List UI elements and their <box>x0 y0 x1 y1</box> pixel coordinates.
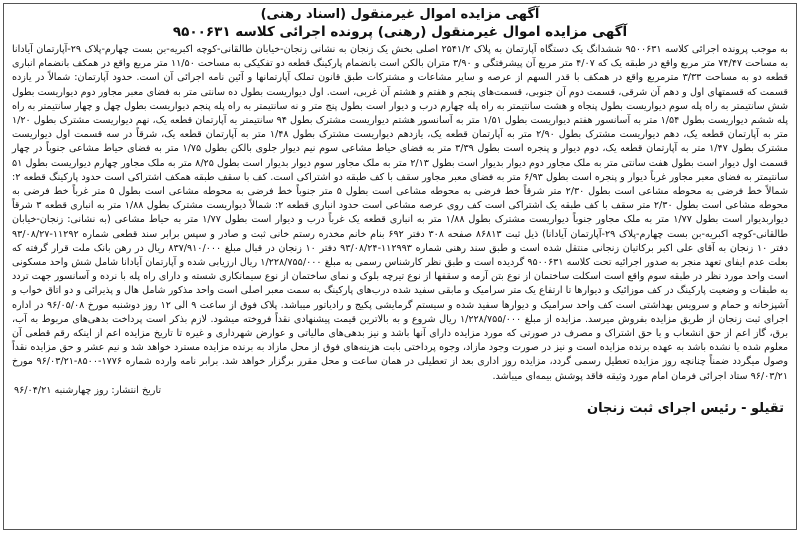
notice-title: آگهی مزایده اموال غیرمنقول (اسناد رهنی) <box>260 7 540 22</box>
notice-border <box>3 3 797 530</box>
notice-paragraph: به موجب پرونده اجرائی کلاسه ۹۵۰۰۶۳۱ ششدانگ یک دستگاه آپارتمان به پلاک ۲۵۴۱/۲ اصلی بخش یک زنجان به نشانی زنجان-خیابان طالقانی-کوچه اکبریه-بن بست چهارم-پلاک ۲۹-آپارتمان آیادانا به مساحت ۷۴/۴۷ متر مربع واقع در طبقه یک که ۴/۰۷ متر مربع آن پیشرفتگی و ۳/۹۰ متران بالکن است بانضمام پارکینگ قطعه دو تفکیکی به مساحت ۱۱/۵۰ متر مربع واقع در همکف بانضمام انباری قطعه دو به مساحت ۳/۳۳ مترمربع واقع در همکف با قدر السهم از عرصه و سایر مشاعات و مشترکات طبق قانون تملک آپارتمانها و آئین نامه اجرائی آن است. حدود آپارتمان: شمالاً در یازده قسمت که قسمتهای اول و دهم آن شرقی، قسمت دوم آن جنوبی، قسمت‌های پنجم و هفتم و هشتم آن غربی، است. اول دیواریست بطول ده سانتی متر به فضای معبر مجاور دوم دیواریست بطول شش سانتیمتر به راه پله سوم دیواریست بطول پنجاه و هشت سانتیمتر به راه پله چهارم درب و دیوار است بطول پنج متر و نه سانتیمتر به راه پله پنجم دیواریست بطول چهل و چهار سانتیمتر به راه پله ششم دیواریست بطول ۱/۵۴ متر به آسانسور هفتم دیواریست بطول ۱/۵۱ متر به آسانسور هشتم دیواریست مشترک بطول ۹۴ سانتیمتر به آپارتمان قطعه یک، نهم دیواریست مشترک بطول ۱/۲۰ متر به آپارتمان قطعه یک، دهم دیواریست مشترک بطول ۲/۹۰ متر به آپارتمان قطعه یک، یازدهم دیواریست مشترک بطول ۱/۴۸ متر به آپارتمان قطعه یک، شرقاً در سه قسمت اول دیواریست مشترک بطول ۱/۴۷ متر به آپارتمان قطعه یک، دوم دیوار و پنجره است بطول ۳/۳۹ متر به فضای حیاط مشاعی سوم نیم دیوار جلوی بالکن بطول ۱/۷۵ متر به فضای حیاط مشاعی جنوباً در چهار قسمت اول دیوار است بطول هفت سانتی متر به ملک مجاور دوم دیوار بدیوار است بطول ۲/۱۳ متر به ملک مجاور سوم دیوار بدیوار است بطول ۸/۲۵ متر به ملک مجاور چهارم دیواریست بطول ۵۱ سانتیمتر به فضای معبر مجاور غرباً دیوار و پنجره است بطول ۶/۹۳ متر به فضای معبر مجاور سقف با کف طبقه دو اشتراکی است. کف با سقف طبقه همکف اشتراکی است حدود پارکینگ قطعه ۲: شمالاً خط فرضی به محوطه مشاعی است بطول ۲/۳۰ متر شرقاً خط فرضی به محوطه مشاعی است بطول ۵ متر جنوباً خط فرضی به محوطه مشاعی است بطول ۵ متر غرباً خط فرضی به محوطه مشاعی است بطول ۲/۳۰ متر سقف با کف طبقه یک اشتراکی است کف روی عرصه مشاعی است حدود انباری قطعه ۲: شمالاً دیواریست مشترک بطول ۱/۸۸ متر به انباری قطعه ۳ شرقاً دیواربدیوار است بطول ۱/۷۷ متر به ملک مجاور جنوباً دیواریست مشترک بطول ۱/۸۸ متر به انباری قطعه یک غرباً درب و دیوار است بطول ۱/۷۷ متر به حیاط مشاعی (به نشانی: زنجان-خیابان طالقانی-کوچه اکبریه-بن بست چهارم-پلاک ۲۹-آپارتمان آیادانا) ذیل ثبت ۸۶۸۱۳ صفحه ۳۰۸ دفتر ۶۹۲ بنام خانم مخدره رستم خانی ثبت و صادر و سپس برابر سند قطعی شماره ۱۱۲۹۲-۹۳/۰۸/۲۷ دفتر ۱۰ زنجان به آقای علی اکبر برکاتیان زنجانی منتقل شده است و طبق سند رهنی شماره ۱۱۲۹۹۳-۹۳/۰۸/۲۴ دفتر ۱۰ زنجان در قبال مبلغ ۸۳۷/۹۱۰/۰۰۰ ریال در رهن بانک ملت قرار گرفته که بعلت عدم ایفای تعهد منجر به صدور اجرائیه تحت کلاسه ۹۵۰۰۶۳۱ گردیده است و طبق نظر کارشناس رسمی به مبلغ ۱/۲۲۸/۷۵۵/۰۰۰ ریال ارزیابی شده و آپارتمان آیادانا شامل شش واحد مسکونی است واحد مورد نظر در طبقه سوم واقع است اسکلت ساختمان از نوع بتن آرمه و سقفها از نوع تیرچه بلوک و نمای ساختمان از نوع سیمانکاری شسته و دارای راه پله با نرده و آسانسور جهت تردد به طبقات و وضعیت پارکینگ در کف موزائیک و دیوارها تا ارتفاع یک متر سرامیک و مابقی سفید شده درب‌های پارکینگ به سمت معبر اصلی است واحد مذکور شامل هال و پذیرائی و دو اتاق خواب و آشپزخانه و حمام و سرویس بهداشتی است کف واحد سرامیک و دیوارها سفید شده و سیستم گرمایشی پکیج و رادیاتور میباشد. پلاک فوق از ساعت ۹ الی ۱۲ روز دوشنبه مورخ ۹۶/۰۵/۰۸ در اداره اجرای ثبت زنجان از طریق مزایده بفروش میرسد. مزایده از مبلغ ۱/۲۲۸/۷۵۵/۰۰۰ ریال شروع و به بالاترین قیمت پیشنهادی نقداً فروخته میشود. لازم بذکر است پرداخت بدهی‌های مربوط به آب، برق، گاز اعم از حق انشعاب و یا حق اشتراک و مصرف در صورتی که مورد مزایده دارای آنها باشد و نیز بدهی‌های مالیاتی و عوارض شهرداری و غیره تا تاریخ مزایده اعم از اینکه رقم قطعی آن معلوم شده یا نشده باشد به عهده برنده مزایده است و نیز در صورت وجود مازاد، وجوه پرداختی بابت هزینه‌های فوق از محل مازاد به برنده مزایده مسترد خواهد شد و نیم عشر و حق مزایده نقداً وصول میگردد ضمناً چنانچه روز مزایده تعطیل رسمی گردد، مزایده روز اداری بعد از تعطیلی در همان ساعت و محل مقرر برگزار خواهد شد. برابر نامه وارده شماره ۱۷۷۶-۸۵۰۰-۹۶/۰۳/۲۱ مورخ ۹۶/۰۳/۲۱ ستاد اجرائی فرمان امام مورد وثیقه فاقد پوشش بیمه‌ای میباشد. <box>12 44 789 382</box>
publication-date: تاریخ انتشار: روز چهارشنبه ۹۶/۰۴/۲۱ <box>14 384 162 396</box>
signature: تقیلو - رئیس اجرای ثبت زنجان <box>586 400 784 416</box>
notice-subtitle: آگهی مزایده اموال غیرمنقول (رهنی) پرونده اجرائی کلاسه ۹۵۰۰۶۳۱ <box>172 24 628 40</box>
